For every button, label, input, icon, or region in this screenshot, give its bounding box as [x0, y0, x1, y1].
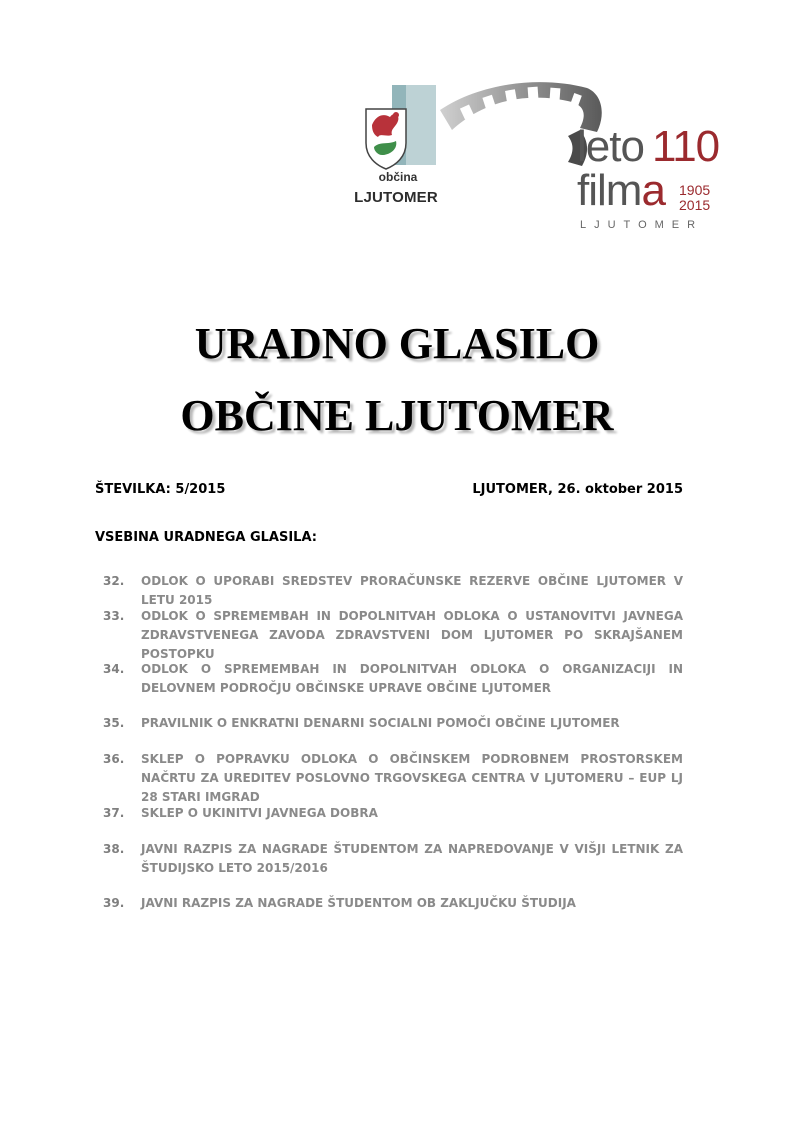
- item-title: SKLEP O POPRAVKU ODLOKA O OBČINSKEM PODROBNEM PROSTORSKEM NAČRTU ZA UREDITEV POSLOVNO TRGOVSKEGA CENTRA V LJUTOMERU – EUP LJ 28 STARI IMGRAD: [141, 752, 683, 804]
- item-title: SKLEP O UKINITVI JAVNEGA DOBRA: [141, 806, 378, 820]
- anniversary-logo: [577, 122, 727, 235]
- item-number: 38.: [103, 842, 125, 856]
- item-title: JAVNI RAZPIS ZA NAGRADE ŠTUDENTOM OB ZAKLJUČKU ŠTUDIJA: [141, 896, 576, 910]
- item-number: 33.: [103, 609, 125, 623]
- item-title: ODLOK O SPREMEMBAH IN DOPOLNITVAH ODLOKA O ORGANIZACIJI IN DELOVNEM PODROČJU OBČINSKE UPRAVE OBČINE LJUTOMER: [141, 662, 683, 695]
- item-title: JAVNI RAZPIS ZA NAGRADE ŠTUDENTOM ZA NAPREDOVANJE V VIŠJI LETNIK ZA ŠTUDIJSKO LETO 2015/2016: [141, 842, 683, 875]
- logo-city: LJUTOMER: [580, 219, 704, 231]
- logo-word-leto: leto: [577, 122, 644, 171]
- item-number: 36.: [103, 752, 125, 766]
- issue-number: ŠTEVILKA: 5/2015: [95, 482, 226, 497]
- municipality-name-label: LJUTOMER: [354, 189, 438, 206]
- item-number: 35.: [103, 716, 125, 730]
- place-date: LJUTOMER, 26. oktober 2015: [472, 482, 683, 497]
- item-number: 32.: [103, 574, 125, 588]
- logo-word-film-accent: a: [641, 166, 665, 215]
- item-number: 37.: [103, 806, 125, 820]
- logo-year-start: 1905: [679, 182, 711, 198]
- contents-heading: VSEBINA URADNEGA GLASILA:: [95, 530, 317, 545]
- logo-year-end: 2015: [679, 197, 711, 213]
- municipality-small-label: občina: [378, 170, 418, 184]
- item-title: ODLOK O UPORABI SREDSTEV PRORAČUNSKE REZERVE OBČINE LJUTOMER V LETU 2015: [141, 574, 683, 607]
- item-number: 34.: [103, 662, 125, 676]
- item-title: ODLOK O SPREMEMBAH IN DOPOLNITVAH ODLOKA O USTANOVITVI JAVNEGA ZDRAVSTVENEGA ZAVODA ZDRAVSTVENI DOM LJUTOMER PO SKRAJŠANEM POSTOPKU: [141, 609, 683, 661]
- item-title: PRAVILNIK O ENKRATNI DENARNI SOCIALNI POMOČI OBČINE LJUTOMER: [141, 716, 620, 730]
- item-number: 39.: [103, 896, 125, 910]
- logo-years: [679, 183, 710, 213]
- document-title-line1: URADNO GLASILO: [194, 319, 600, 368]
- document-title-line2: OBČINE LJUTOMER: [180, 391, 614, 440]
- logo-word-film: [577, 166, 665, 215]
- logo-number: 110: [652, 122, 720, 171]
- logo-word-film-main: film: [577, 166, 642, 215]
